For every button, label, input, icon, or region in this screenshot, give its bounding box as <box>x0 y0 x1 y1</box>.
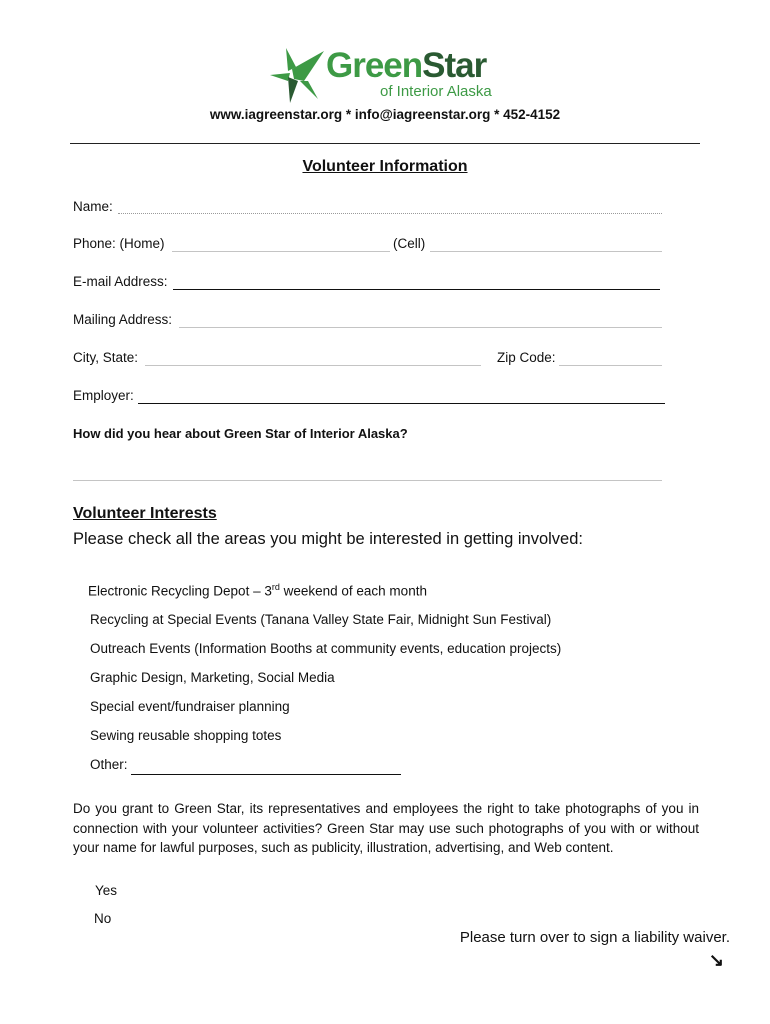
photo-consent-text: Do you grant to Green Star, its representatives and employees the right to take photographs of you in connection with your volunteer activities? Green Star may use such photographs of you with or without your name for lawful purposes, such as publicity, illustration, advertising, and Web content. <box>73 801 699 855</box>
phone-cell-field[interactable] <box>430 251 662 252</box>
logo-subtitle: of Interior Alaska <box>380 83 492 100</box>
consent-no-option[interactable]: No <box>94 911 112 926</box>
interest-option-recycling-depot[interactable]: Electronic Recycling Depot – 3rd weekend of each month <box>88 582 427 599</box>
phone-cell-label: (Cell) <box>393 236 426 251</box>
city-label: City, State: <box>73 350 139 365</box>
interest-option-other-label: Other: <box>90 757 128 772</box>
contact-line[interactable]: www.iagreenstar.org * info@iagreenstar.org * 452-4152 <box>209 107 561 122</box>
name-field[interactable] <box>118 213 662 214</box>
email-label: E-mail Address: <box>73 274 168 289</box>
hear-question: How did you hear about Green Star of Interior Alaska? <box>73 426 408 441</box>
zip-field[interactable] <box>559 365 662 366</box>
star-leaf-icon <box>268 45 328 105</box>
logo-name-star: Star <box>422 46 487 85</box>
interest-option-event-planning[interactable]: Special event/fundraiser planning <box>90 699 290 714</box>
consent-yes-option[interactable]: Yes <box>95 883 118 898</box>
interest-option-sewing[interactable]: Sewing reusable shopping totes <box>90 728 282 743</box>
interest-option-outreach[interactable]: Outreach Events (Information Booths at community events, education projects) <box>90 641 562 656</box>
interest-option-special-events[interactable]: Recycling at Special Events (Tanana Valley State Fair, Midnight Sun Festival) <box>90 612 552 627</box>
mailing-label: Mailing Address: <box>73 312 173 327</box>
interest-other-field[interactable] <box>131 774 401 775</box>
arrow-down-right-icon: ↘ <box>708 950 724 970</box>
employer-field[interactable] <box>138 403 665 404</box>
employer-label: Employer: <box>73 388 134 403</box>
volunteer-info-heading: Volunteer Information <box>302 158 468 175</box>
logo-wordmark <box>326 46 486 86</box>
logo-name-green: Green <box>326 46 423 85</box>
name-label: Name: <box>73 199 113 214</box>
hear-answer-field[interactable] <box>73 480 662 481</box>
mailing-field[interactable] <box>179 327 662 328</box>
header-divider <box>70 143 700 144</box>
phone-home-label: Phone: (Home) <box>73 236 165 251</box>
interest-option-graphic-design[interactable]: Graphic Design, Marketing, Social Media <box>90 670 335 685</box>
turn-over-note: Please turn over to sign a liability waiver. <box>459 929 730 946</box>
city-field[interactable] <box>145 365 481 366</box>
email-field[interactable] <box>173 289 660 290</box>
zip-label: Zip Code: <box>497 350 556 365</box>
interests-subheading: Please check all the areas you might be interested in getting involved: <box>73 530 583 548</box>
phone-home-field[interactable] <box>172 251 390 252</box>
interests-heading: Volunteer Interests <box>73 505 217 522</box>
